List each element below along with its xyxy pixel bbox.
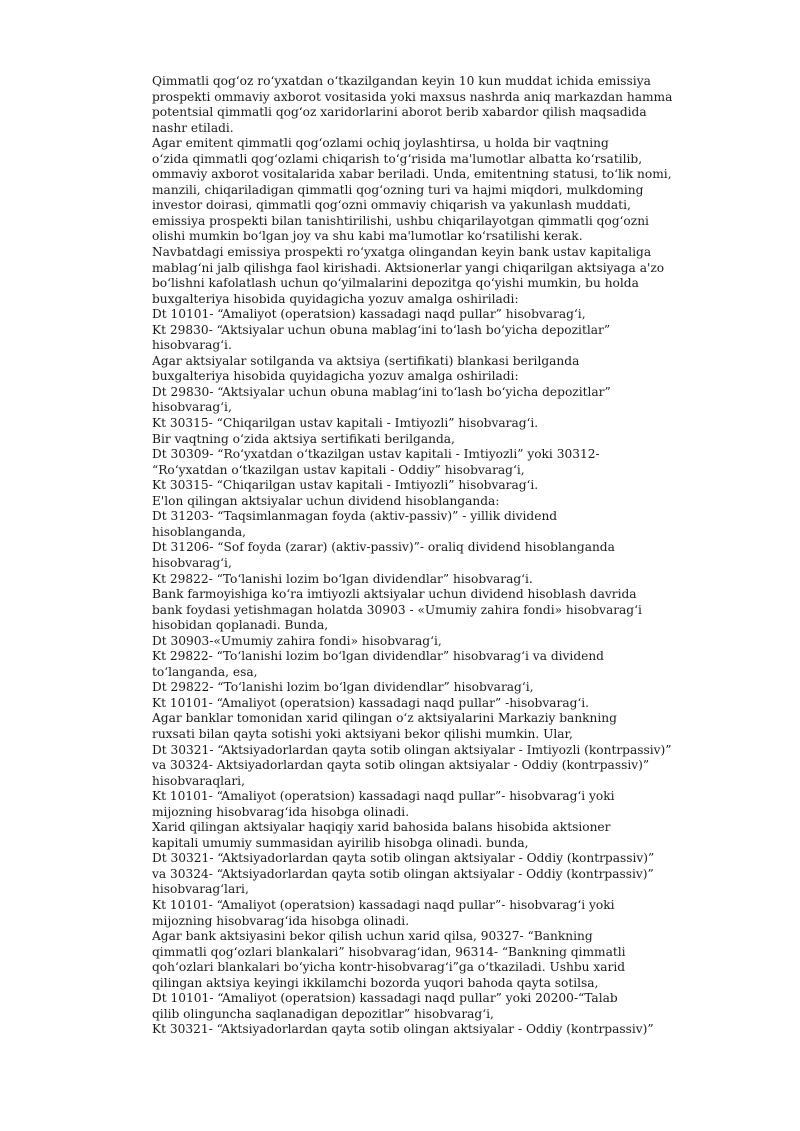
text-line: E'lon qilingan aktsiyalar uchun dividend hisoblanganda: bbox=[152, 493, 500, 508]
text-line: Qimmatli qog‘oz ro‘yxatdan o‘tkazilgandan keyin 10 kun muddat ichida emissiya bbox=[152, 74, 651, 88]
text-line: qilingan aktsiya keyingi ikkilamchi bozorda yuqori bahoda qayta sotilsa, bbox=[152, 975, 599, 990]
text-line: mijozning hisobvarag‘ida hisobga olinadi. bbox=[152, 913, 410, 928]
text-line: Navbatdagi emissiya prospekti ro‘yxatga olingandan keyin bank ustav kapitaliga bbox=[152, 245, 652, 260]
text-line: Dt 30321- “Aktsiyadorlardan qayta sotib olingan aktsiyalar - Imtiyozli (kontrpassiv)” bbox=[152, 742, 672, 757]
text-line: Agar emitent qimmatli qog‘ozlami ochiq joylashtirsa, u holda bir vaqtning bbox=[152, 136, 609, 151]
text-line: Bir vaqtning o‘zida aktsiya sertifikati berilganda, bbox=[152, 431, 455, 446]
text-line: hisoblanganda, bbox=[152, 524, 247, 539]
text-line: Kt 29822- “To‘lanishi lozim bo‘lgan dividendlar” hisobvarag‘i. bbox=[152, 571, 533, 586]
text-line: Dt 10101- “Amaliyot (operatsion) kassadagi naqd pullar” yoki 20200-“Talab bbox=[152, 991, 618, 1006]
text-line: qimmatli qog‘ozlari blankalari” hisobvarag‘idan, 96314- “Bankning qimmatli bbox=[152, 944, 626, 959]
text-line: mablag‘ni jalb qilishga faol kirishadi. Aktsionerlar yangi chiqarilgan aktsiyaga a'zo bbox=[152, 260, 665, 275]
text-line: ommaviy axborot vositalarida xabar beriladi. Unda, emitentning statusi, to‘lik nomi, bbox=[152, 167, 672, 182]
text-line: o‘zida qimmatli qog‘ozlami chiqarish to‘g‘risida ma'lumotlar albatta ko‘rsatilib, bbox=[152, 151, 643, 166]
text-line: Kt 10101- “Amaliyot (operatsion) kassadagi naqd pullar”- hisobvarag‘i yoki bbox=[152, 789, 615, 804]
text-line: Dt 30309- “Ro‘yxatdan o‘tkazilgan ustav kapitali - Imtiyozli” yoki 30312- bbox=[152, 447, 600, 462]
text-line: va 30324- “Aktsiyadorlardan qayta sotib olingan aktsiyalar - Oddiy (kontrpassiv)” bbox=[152, 866, 654, 881]
text-line: hisobidan qoplanadi. Bunda, bbox=[152, 618, 329, 633]
text-line: Dt 31203- “Taqsimlanmagan foyda (aktiv-passiv)” - yillik dividend bbox=[152, 509, 558, 524]
text-line: qoh‘ozlari blankalari bo‘yicha kontr-hisobvarag‘i”ga o‘tkaziladi. Ushbu xarid bbox=[152, 960, 626, 975]
text-line: Kt 10101- “Amaliyot (operatsion) kassadagi naqd pullar”- hisobvarag‘i yoki bbox=[152, 897, 615, 912]
text-line: hisobvarag‘i, bbox=[152, 400, 232, 415]
text-line: buxgalteriya hisobida quyidagicha yozuv amalga oshiriladi: bbox=[152, 291, 519, 306]
text-line: Dt 30903-«Umumiy zahira fondi» hisobvarag‘i, bbox=[152, 633, 442, 648]
text-line: kapitali umumiy summasidan ayirilib hisobga olinadi. bunda, bbox=[152, 835, 529, 850]
text-line: Agar banklar tomonidan xarid qilingan o‘z aktsiyalarini Markaziy bankning bbox=[152, 711, 617, 726]
text-line: Kt 29822- “To‘lanishi lozim bo‘lgan dividendlar” hisobvarag‘i va dividend bbox=[152, 649, 604, 664]
text-line: Agar aktsiyalar sotilganda va aktsiya (sertifikati) blankasi berilganda bbox=[152, 353, 580, 368]
text-line: Kt 29830- “Aktsiyalar uchun obuna mablag‘ini to‘lash bo‘yicha depozitlar” bbox=[152, 322, 611, 337]
text-line: Dt 29830- “Aktsiyalar uchun obuna mablag‘ini to‘lash bo‘yicha depozitlar” bbox=[152, 384, 611, 399]
text-line: Bank farmoyishiga ko‘ra imtiyozli aktsiyalar uchun dividend hisoblash davrida bbox=[152, 587, 637, 602]
text-line: va 30324- Aktsiyadorlardan qayta sotib olingan aktsiyalar - Oddiy (kontrpassiv)” bbox=[152, 758, 650, 773]
text-line: ruxsati bilan qayta sotishi yoki aktsiyani bekor qilishi mumkin. Ular, bbox=[152, 726, 573, 741]
text-line: Kt 30315- “Chiqarilgan ustav kapitali - Imtiyozli” hisobvarag‘i. bbox=[152, 478, 539, 493]
text-line: bank foydasi yetishmagan holatda 30903 - «Umumiy zahira fondi» hisobvarag‘i bbox=[152, 602, 642, 617]
text-line: Kt 30321- “Aktsiyadorlardan qayta sotib olingan aktsiyalar - Oddiy (kontrpassiv)” bbox=[152, 1022, 654, 1037]
text-line: Kt 10101- “Amaliyot (operatsion) kassadagi naqd pullar” -hisobvarag‘i. bbox=[152, 695, 590, 710]
text-line: buxgalteriya hisobida quyidagicha yozuv amalga oshiriladi: bbox=[152, 369, 519, 384]
text-line: Dt 31206- “Sof foyda (zarar) (aktiv-passiv)”- oraliq dividend hisoblanganda bbox=[152, 540, 615, 555]
text-line: Dt 10101- “Amaliyot (operatsion) kassadagi naqd pullar” hisobvarag‘i, bbox=[152, 307, 586, 322]
text-line: investor doirasi, qimmatli qog‘ozni ommaviy chiqarish va yakunlash muddati, bbox=[152, 198, 631, 213]
text-line: hisobvarag‘i. bbox=[152, 338, 232, 353]
text-line: potentsial qimmatli qog‘oz xaridorlarini aborot berib xabardor qilish maqsadida bbox=[152, 105, 647, 120]
text-line: nashr etiladi. bbox=[152, 120, 234, 135]
text-line: Dt 29822- “To‘lanishi lozim bo‘lgan dividendlar” hisobvarag‘i, bbox=[152, 680, 534, 695]
text-line: hisobvarag‘i, bbox=[152, 555, 232, 570]
text-line: Agar bank aktsiyasini bekor qilish uchun xarid qilsa, 90327- “Bankning bbox=[152, 929, 593, 944]
text-line: manzili, chiqariladigan qimmatli qog‘ozning turi va hajmi miqdori, mulkdoming bbox=[152, 182, 644, 197]
text-line: Kt 30315- “Chiqarilgan ustav kapitali - Imtiyozli” hisobvarag‘i. bbox=[152, 416, 539, 431]
text-line: hisobvarag‘lari, bbox=[152, 882, 249, 897]
text-line: olishi mumkin bo‘lgan joy va shu kabi ma'lumotlar ko‘rsatilishi kerak. bbox=[152, 229, 583, 244]
text-line: prospekti ommaviy axborot vositasida yoki maxsus nashrda aniq markazdan hamma bbox=[152, 89, 673, 104]
text-line: bo‘lishni kafolatlash uchun qo‘yilmalarini depozitga qo‘yishi mumkin, bu holda bbox=[152, 276, 639, 291]
text-line: hisobvaraqlari, bbox=[152, 773, 245, 788]
text-line: to‘langanda, esa, bbox=[152, 664, 258, 679]
text-line: mijozning hisobvarag‘ida hisobga olinadi. bbox=[152, 804, 410, 819]
text-line: qilib olinguncha saqlanadigan depozitlar” hisobvarag‘i, bbox=[152, 1006, 494, 1021]
text-line: “Ro‘yxatdan o‘tkazilgan ustav kapitali - Oddiy” hisobvarag‘i, bbox=[152, 462, 525, 477]
text-line: Dt 30321- “Aktsiyadorlardan qayta sotib olingan aktsiyalar - Oddiy (kontrpassiv)” bbox=[152, 851, 655, 866]
text-line: Xarid qilingan aktsiyalar haqiqiy xarid bahosida balans hisobida aktsioner bbox=[152, 820, 611, 835]
text-line: emissiya prospekti bilan tanishtirilishi, ushbu chiqarilayotgan qimmatli qog‘ozni bbox=[152, 213, 649, 228]
document-body bbox=[152, 74, 673, 1038]
